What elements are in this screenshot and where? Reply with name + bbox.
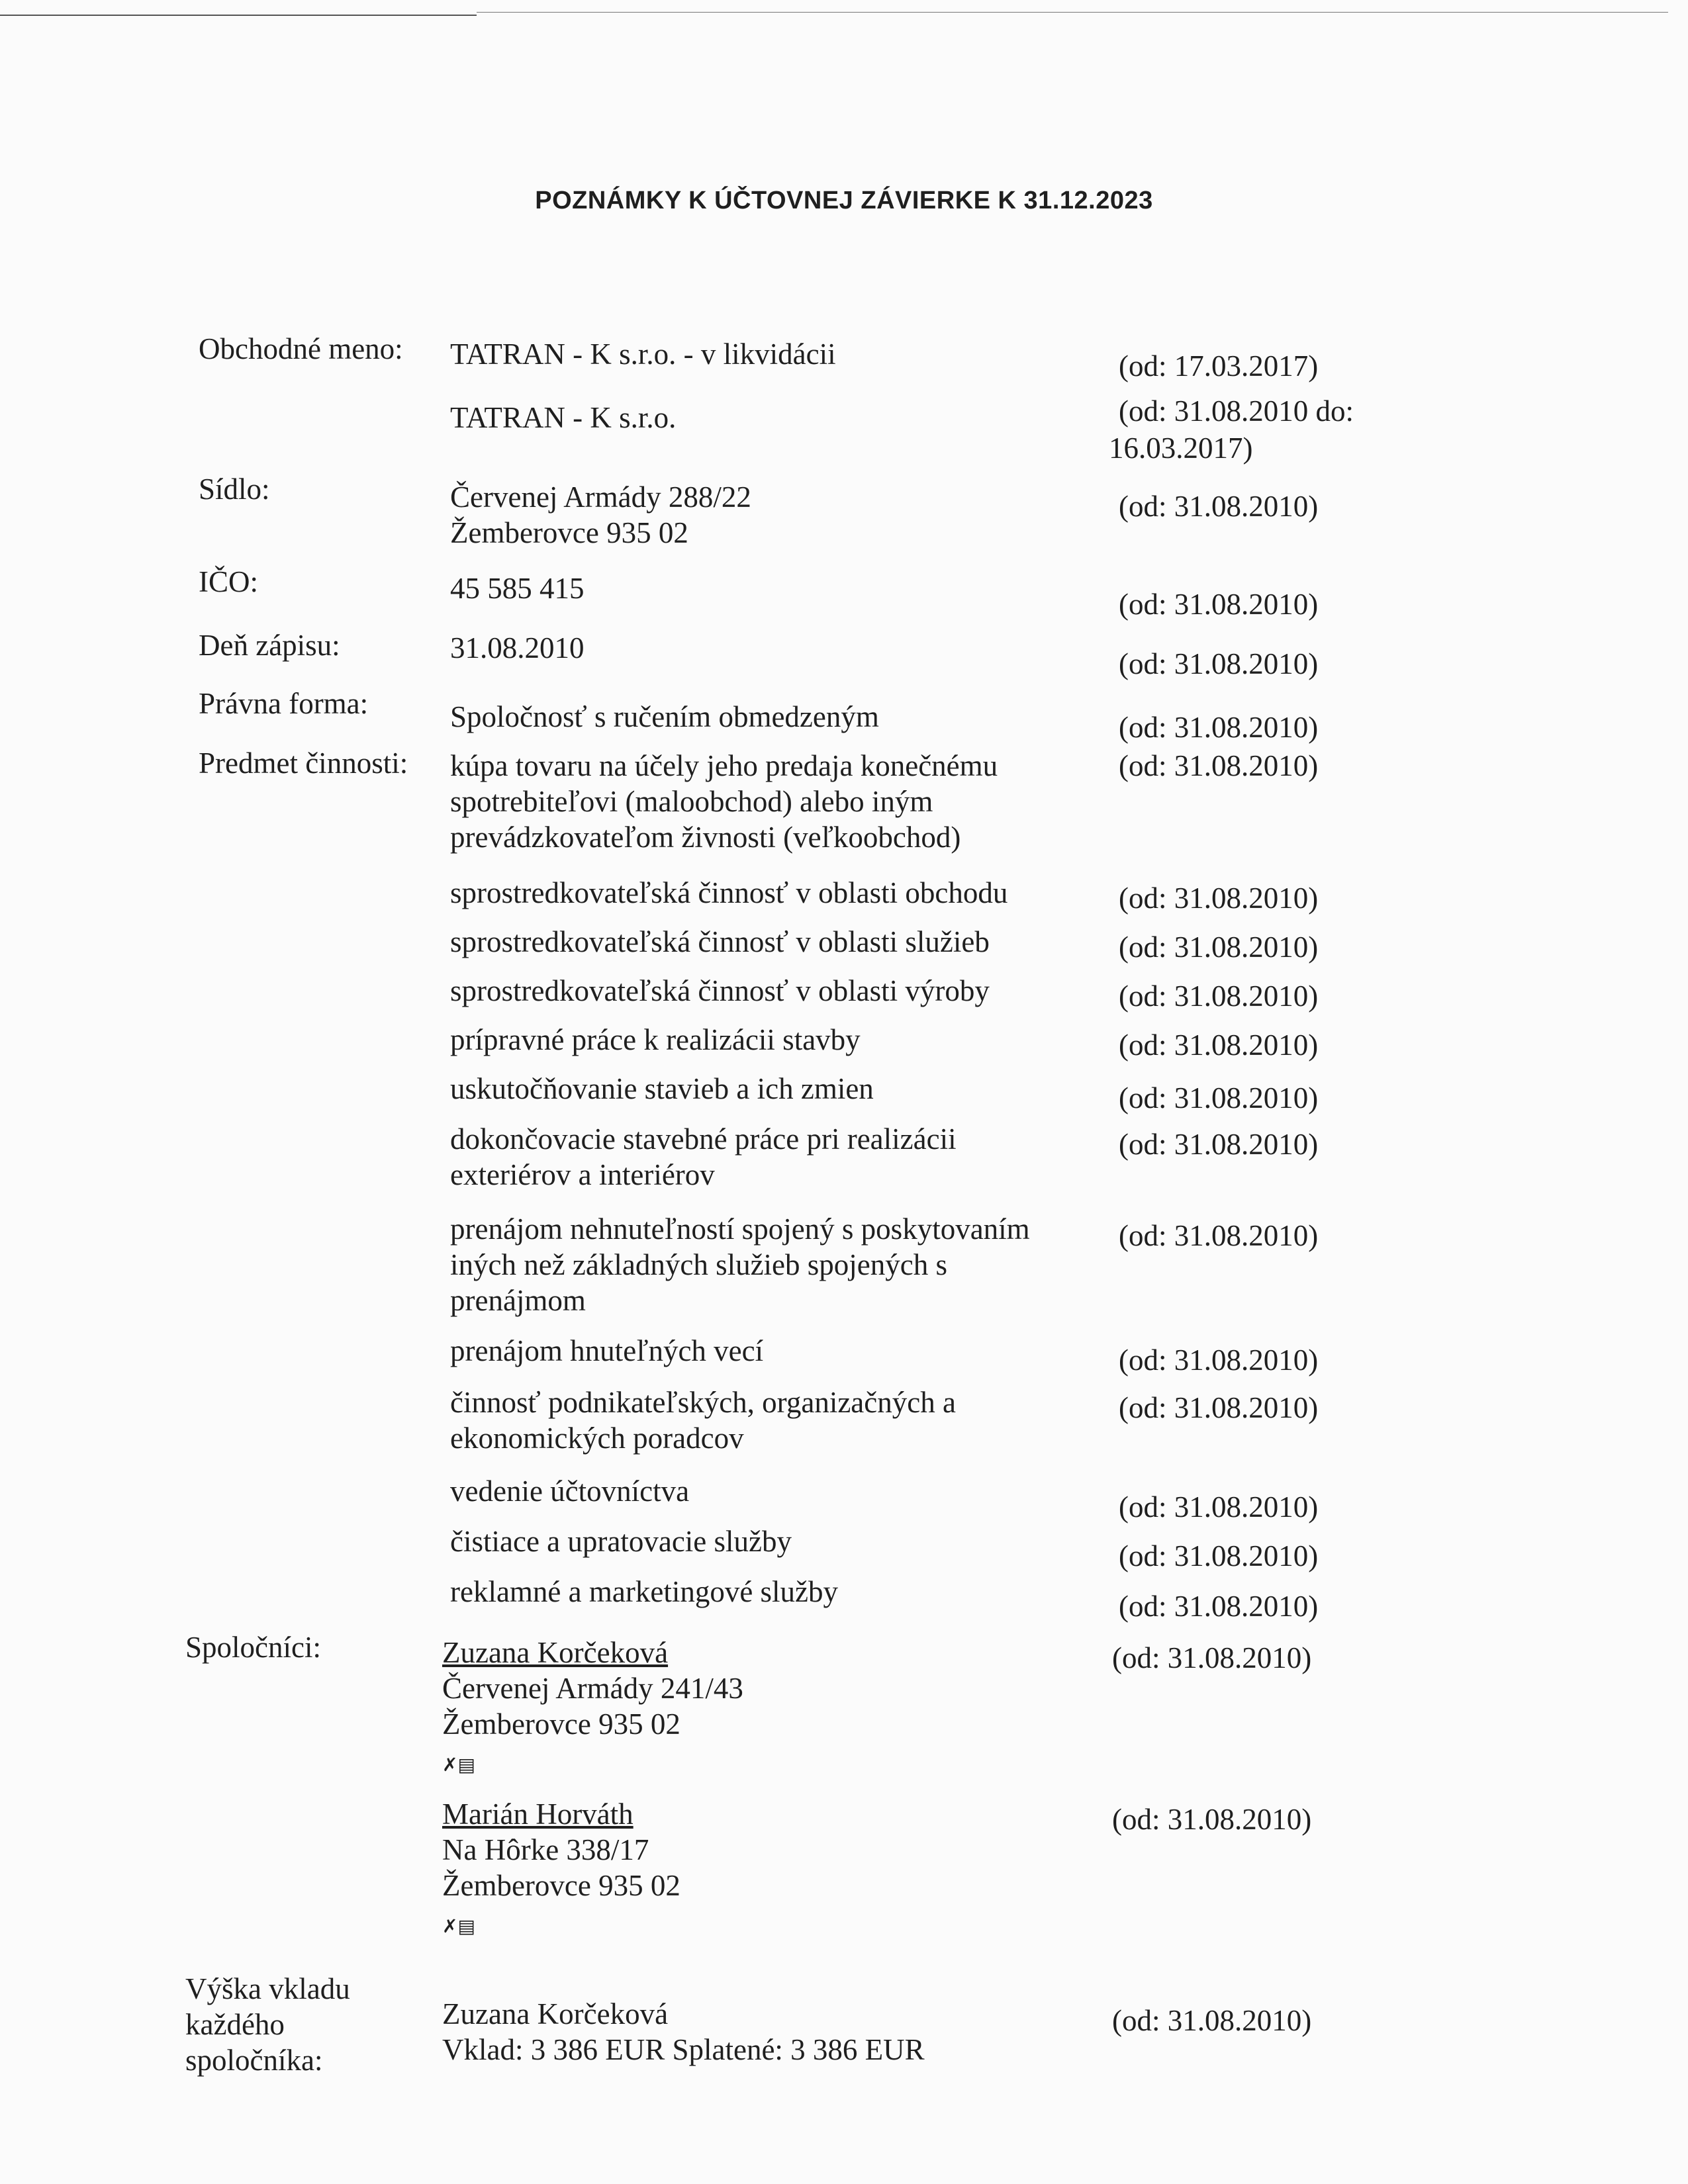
partner-street: Červenej Armády 241/43 [442,1672,743,1705]
business-name-date: (od: 17.03.2017) [1119,349,1319,383]
activity-text-line: sprostredkovateľská činnosť v oblasti obchodu [450,876,1008,909]
business-name-value: TATRAN - K s.r.o. - v likvidácii [450,338,836,371]
activity-text-line: prenájom hnuteľných vecí [450,1334,764,1367]
registration-day-label: Deň zápisu: [199,629,340,662]
activity-text-line: čistiace a upratovacie služby [450,1525,792,1558]
activity-date: (od: 31.08.2010) [1119,1590,1319,1623]
partners-label: Spoločníci: [185,1631,321,1664]
seat-date: (od: 31.08.2010) [1119,490,1319,523]
activity-date: (od: 31.08.2010) [1119,882,1319,915]
business-name-label: Obchodné meno: [199,332,403,365]
activity-text-line: spotrebiteľovi (maloobchod) alebo iným [450,785,933,818]
business-name-previous-value: TATRAN - K s.r.o. [450,401,677,434]
deposit-amount: Vklad: 3 386 EUR Splatené: 3 386 EUR [442,2033,925,2066]
activities-label: Predmet činnosti: [199,747,408,780]
activity-text-line: vedenie účtovníctva [450,1475,690,1508]
activity-text-line: ekonomických poradcov [450,1422,744,1455]
ico-date: (od: 31.08.2010) [1119,588,1319,621]
activity-date: (od: 31.08.2010) [1119,1128,1319,1161]
activity-text-line: prevádzkovateľom živnosti (veľkoobchod) [450,821,961,854]
partner-street: Na Hôrke 338/17 [442,1833,649,1866]
activity-date: (od: 31.08.2010) [1119,1539,1319,1572]
deposit-label-line: každého [185,2008,285,2041]
activity-date: (od: 31.08.2010) [1119,1219,1319,1252]
activity-text-line: činnosť podnikateľských, organizačných a [450,1386,956,1419]
partner-city: Žemberovce 935 02 [442,1707,680,1741]
registration-day-date: (od: 31.08.2010) [1119,647,1319,680]
legal-form-value: Spoločnosť s ručením obmedzeným [450,700,879,733]
partner-date: (od: 31.08.2010) [1112,1641,1312,1674]
legal-form-label: Právna forma: [199,687,369,720]
activity-date: (od: 31.08.2010) [1119,1391,1319,1424]
note-icon: ✗▤ [442,1754,475,1776]
activity-text-line: iných než základných služieb spojených s [450,1248,948,1281]
legal-form-date: (od: 31.08.2010) [1119,711,1319,744]
seat-label: Sídlo: [199,473,270,506]
activity-text-line: prípravné práce k realizácii stavby [450,1023,861,1056]
partner-name-text: Zuzana Korčeková [442,1636,669,1669]
seat-street: Červenej Armády 288/22 [450,480,751,514]
document-title: POZNÁMKY K ÚČTOVNEJ ZÁVIERKE K 31.12.2023 [535,187,1153,214]
activity-date: (od: 31.08.2010) [1119,749,1319,782]
deposit-partner-name: Zuzana Korčeková [442,1997,669,2030]
deposit-label-line: Výška vkladu [185,1972,350,2005]
activity-date: (od: 31.08.2010) [1119,1343,1319,1377]
activity-text-line: prenájom nehnuteľností spojený s poskytovaním [450,1212,1030,1246]
registration-day-value: 31.08.2010 [450,631,585,664]
partner-city: Žemberovce 935 02 [442,1869,680,1902]
activity-text-line: exteriérov a interiérov [450,1158,715,1191]
scan-edge-line [477,12,1668,13]
scan-edge-line [0,15,477,16]
activity-text-line: prenájmom [450,1284,586,1317]
activity-date: (od: 31.08.2010) [1119,979,1319,1013]
deposit-label-line: spoločníka: [185,2044,323,2077]
partner-name [442,1635,1104,1670]
activity-text-line: dokončovacie stavebné práce pri realizácii [450,1122,957,1156]
partner-name [442,1796,1104,1832]
activity-text-line: reklamné a marketingové služby [450,1575,839,1608]
partner-note [442,1905,1104,1940]
activity-date: (od: 31.08.2010) [1119,1028,1319,1062]
activity-text-line: sprostredkovateľská činnosť v oblasti výroby [450,974,990,1007]
activity-text-line: sprostredkovateľská činnosť v oblasti služieb [450,925,990,958]
partner-name-text: Marián Horváth [442,1797,633,1831]
activity-date: (od: 31.08.2010) [1119,1490,1319,1524]
business-name-previous-date-2: 16.03.2017) [1109,432,1253,465]
activity-date: (od: 31.08.2010) [1119,931,1319,964]
activity-text-line: kúpa tovaru na účely jeho predaja konečnému [450,749,998,782]
ico-label: IČO: [199,565,258,598]
partner-date: (od: 31.08.2010) [1112,1803,1312,1836]
deposit-date: (od: 31.08.2010) [1112,2004,1312,2037]
activity-date: (od: 31.08.2010) [1119,1081,1319,1115]
note-icon: ✗▤ [442,1915,475,1937]
business-name-previous-date-1: (od: 31.08.2010 do: [1119,394,1354,428]
partner-note [442,1743,1104,1779]
ico-value: 45 585 415 [450,572,585,605]
seat-city: Žemberovce 935 02 [450,516,688,549]
activity-text-line: uskutočňovanie stavieb a ich zmien [450,1072,874,1105]
